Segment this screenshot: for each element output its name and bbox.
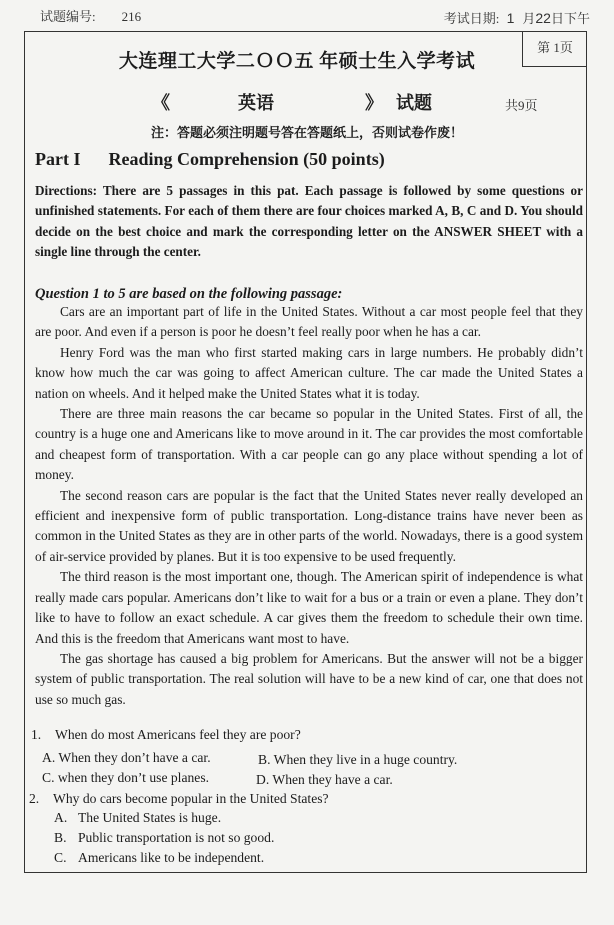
option-text: Americans like to be independent. <box>78 850 265 865</box>
subject-suffix: 试题 <box>396 93 432 113</box>
subject-name: 英语 <box>238 93 274 113</box>
exam-code-label: 试题编号: <box>40 9 96 24</box>
exam-date <box>444 8 590 27</box>
passage-paragraph: Cars are an important part of life in the United States. Without a car most people feel that they are poor. And even if a person is poor he doesn’t feel really poor when he has a car. <box>35 304 583 340</box>
exam-title: 大连理工大学二ＯＯ五 年硕士生入学考试 <box>118 51 476 72</box>
option-2b <box>54 830 274 846</box>
passage-paragraph: The second reason cars are popular is the fact that the United States never really developed an efficient and inexpensive form of public transportation. Long-distance trains have never been as common in the United States as they are in other parts of the world. Nowadays, there is a good system of air-service provided by planes. But it is too expensive to be used frequently. <box>35 487 583 564</box>
month-suffix: 月 <box>522 11 536 26</box>
question-number: 1. <box>31 727 42 742</box>
option-1c: C. when they don’t use planes. <box>42 770 210 785</box>
right-quote: 》 <box>365 93 383 113</box>
question-number: 2. <box>29 791 40 806</box>
option-1a: A. When they don’t have a car. <box>42 750 211 765</box>
exam-date-period: 下午 <box>563 11 590 26</box>
exam-code-value: 216 <box>121 9 142 24</box>
question-text: When do most Americans feel they are poor? <box>55 727 301 742</box>
passage-paragraph: The third reason is the most important one, though. The American spirit of independence is what really made cars popular. Americans don’t like to wait for a bus or a train or even a plane. They don’t like to have to follow an exact schedule. A car gives them the freedom to schedule their own time. And this is the freedom that Americans want most to have. <box>35 569 583 646</box>
exam-date-label: 考试日期: <box>443 11 500 26</box>
passage-paragraph: The gas shortage has caused a big problem for Americans. But the answer will not be a bigger system of public transportation. The real solution will have to be a new kind of car, one that does not use so much gas. <box>35 650 583 707</box>
part-heading <box>35 149 385 170</box>
reading-passage <box>35 302 583 710</box>
option-letter: C. <box>54 850 67 865</box>
option-letter: B. <box>54 830 67 845</box>
instruction-note: 注：答题必须注明题号答在答题纸上，否则试卷作废！ <box>150 125 463 140</box>
exam-date-month: 1 <box>506 10 515 26</box>
total-pages: 共9页 <box>505 98 538 113</box>
page-number-box: 第 1页 <box>522 31 587 67</box>
question-group-header: Question 1 to 5 are based on the following passage: <box>35 286 343 302</box>
option-letter: A. <box>54 810 68 825</box>
question-1 <box>31 727 301 743</box>
question-text: Why do cars become popular in the United States? <box>53 791 329 806</box>
part-label: Part I <box>35 149 81 169</box>
option-1b: B. When they live in a huge country. <box>258 752 458 767</box>
directions: Directions: There are 5 passages in this pat. Each passage is followed by some questions or unfinished statements. For each of them there are four choices marked A, B, C and D. You should decide on the best choice and mark the corresponding letter on the ANSWER SHEET with a single line through the center. <box>35 183 583 260</box>
left-quote: 《 <box>152 93 170 113</box>
day-suffix: 日 <box>550 11 564 26</box>
option-text: The United States is huge. <box>78 810 222 825</box>
exam-date-day: 22 <box>535 10 551 26</box>
option-2a <box>54 810 221 826</box>
passage-paragraph: There are three main reasons the car became so popular in the United States. First of all, the country is a huge one and Americans like to move around in it. The car provides the most comfortable and cheapest form of transportation. With a car people can go any place without spending a lot of money. <box>35 406 583 483</box>
option-2c <box>54 850 264 866</box>
question-2 <box>29 791 329 807</box>
passage-paragraph: Henry Ford was the man who first started making cars in large numbers. He probably didn’t know how much the car was going to affect American culture. The car made the United States a nation on wheels. And it helped make the United States what it is today. <box>35 344 583 401</box>
option-text: Public transportation is not so good. <box>78 830 275 845</box>
part-title: Reading Comprehension (50 points) <box>108 149 385 169</box>
exam-code <box>40 6 141 25</box>
option-1d: D. When they have a car. <box>256 772 393 787</box>
